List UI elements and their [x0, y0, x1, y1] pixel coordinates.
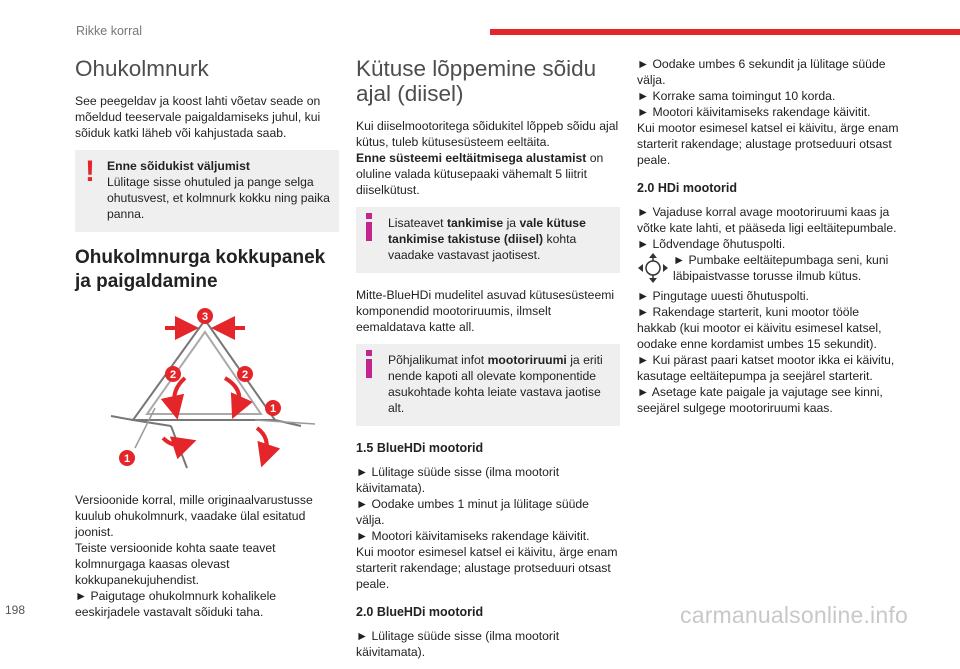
figure-label: 1	[123, 453, 131, 465]
exclamation-icon: !	[85, 155, 95, 188]
info-note-refuelling: Lisateavet tankimise ja vale kütuse tankimise takistuse (diisel) kohta vaadake vastavast jaotisest.	[356, 207, 620, 273]
non-bluehdi-paragraph: Mitte-BlueHDi mudelitel asuvad kütusesüsteemi komponendid mootoriruumis, ilmselt eemaldatava katte all.	[356, 288, 615, 334]
fuel-out-intro: Kui diiselmootoritega sõidukitel lõppeb sõidu ajal kütus, tuleb kütusesüsteem eeltäita. Enne süsteemi eeltäitmisega alustamist on oluline valada kütusepaaki vähemalt 5 liitrit diiselkütust.	[356, 119, 619, 197]
versions-paragraph: Versioonide korral, mille originaalvarustusse kuulub ohukolmnurk, vaadake ülal esitatud joonist. Teiste versioonide kohta saate teavet kolmnurgaga kaasas olevast kokkupanekujuhendist. ► Paigutage ohukolmnurk kohalikele eeskirjadele vastavalt sõiduki taha.	[75, 493, 313, 619]
assembly-heading: Ohukolmnurga kokkupanek ja paigaldamine	[75, 247, 326, 292]
bluehdi-20-steps-cont: ► Oodake umbes 6 sekundit ja lülitage süüde välja. ► Korrake sama toimingut 10 korda. ► Mootori käivitamiseks rakendage käivitit. Kui mootor esimesel katsel ei käivitu, ärge enam starterit rakendage; alustage protseduuri otsast peale.	[637, 57, 899, 167]
watermark: carmanualsonline.info	[680, 602, 908, 628]
triangle-assembly-figure	[75, 308, 339, 478]
subheading-hdi-20: 2.0 HDi mootorid	[637, 181, 738, 195]
column-right	[637, 56, 901, 416]
hdi-20-steps: ► Vajaduse korral avage mootoriruumi kaas ja võtke kate lahti, et pääseda ligi eeltäitepumbale. ► Lõdvendage õhutuspolti. ► Pumbake eeltäitepumbaga seni, kuni läbipaistvasse torusse ilmub kütus. ► Pingutage uuesti õhutuspolti. ► Rakendage starterit, kuni mootor tööle hakkab (kui mootor ei käivitu esimesel katsel, oodake enne kordamist umbes 15 sekundit). ► Kui pärast paari katset mootor ikka ei käivitu, kasutage eeltäitepumpa ja seejärel starterit. ► Asetage kate paigale ja vajutage see kinni, seejärel sulgege mootoriruumi kaas.	[637, 205, 897, 415]
figure-label: 3	[201, 311, 209, 323]
info-note-engine-bay: Põhjalikumat infot mootoriruumi ja eriti nende kapoti all olevate komponentide asukohtade kohta leiate vastava jaotise alt.	[356, 344, 620, 426]
priming-pump-icon	[637, 252, 669, 284]
column-left	[75, 56, 339, 629]
bluehdi-20-step: ► Lülitage süüde sisse (ilma mootorit käivitamata).	[356, 629, 560, 659]
section-header: Rikke korral	[76, 24, 142, 38]
subheading-bluehdi-20: 2.0 BlueHDi mootorid	[356, 605, 484, 619]
info-icon	[366, 350, 372, 378]
page-number: 198	[5, 603, 26, 617]
figure-label: 2	[169, 369, 177, 381]
warning-title: Enne sõidukist väljumist	[107, 159, 250, 173]
triangle-intro: See peegeldav ja koost lahti võetav seade on mõeldud teeservale paigaldamiseks juhul, kui sõiduk katki läheb või kahjustada saab.	[75, 94, 321, 140]
warning-text: Lülitage sisse ohutuled ja pange selga ohutusvest, et kolmnurk kokku ning paika panna.	[107, 175, 330, 221]
figure-label: 2	[241, 369, 249, 381]
column-middle	[356, 56, 620, 669]
warning-note	[75, 150, 339, 232]
header-accent-bar	[490, 29, 960, 35]
figure-label: 1	[269, 403, 277, 415]
info-icon	[366, 213, 372, 241]
subheading-bluehdi-15: 1.5 BlueHDi mootorid	[356, 441, 484, 455]
section-title-fuel-out: Kütuse lõppemine sõidu ajal (diisel)	[356, 56, 597, 106]
bluehdi-15-steps: ► Lülitage süüde sisse (ilma mootorit käivitamata). ► Oodake umbes 1 minut ja lülitage süüde välja. ► Mootori käivitamiseks rakendage käivitit. Kui mootor esimesel katsel ei käivitu, ärge enam starterit rakendage; alustage protseduuri otsast peale.	[356, 465, 618, 591]
section-title-warning-triangle: Ohukolmnurk	[75, 56, 209, 81]
